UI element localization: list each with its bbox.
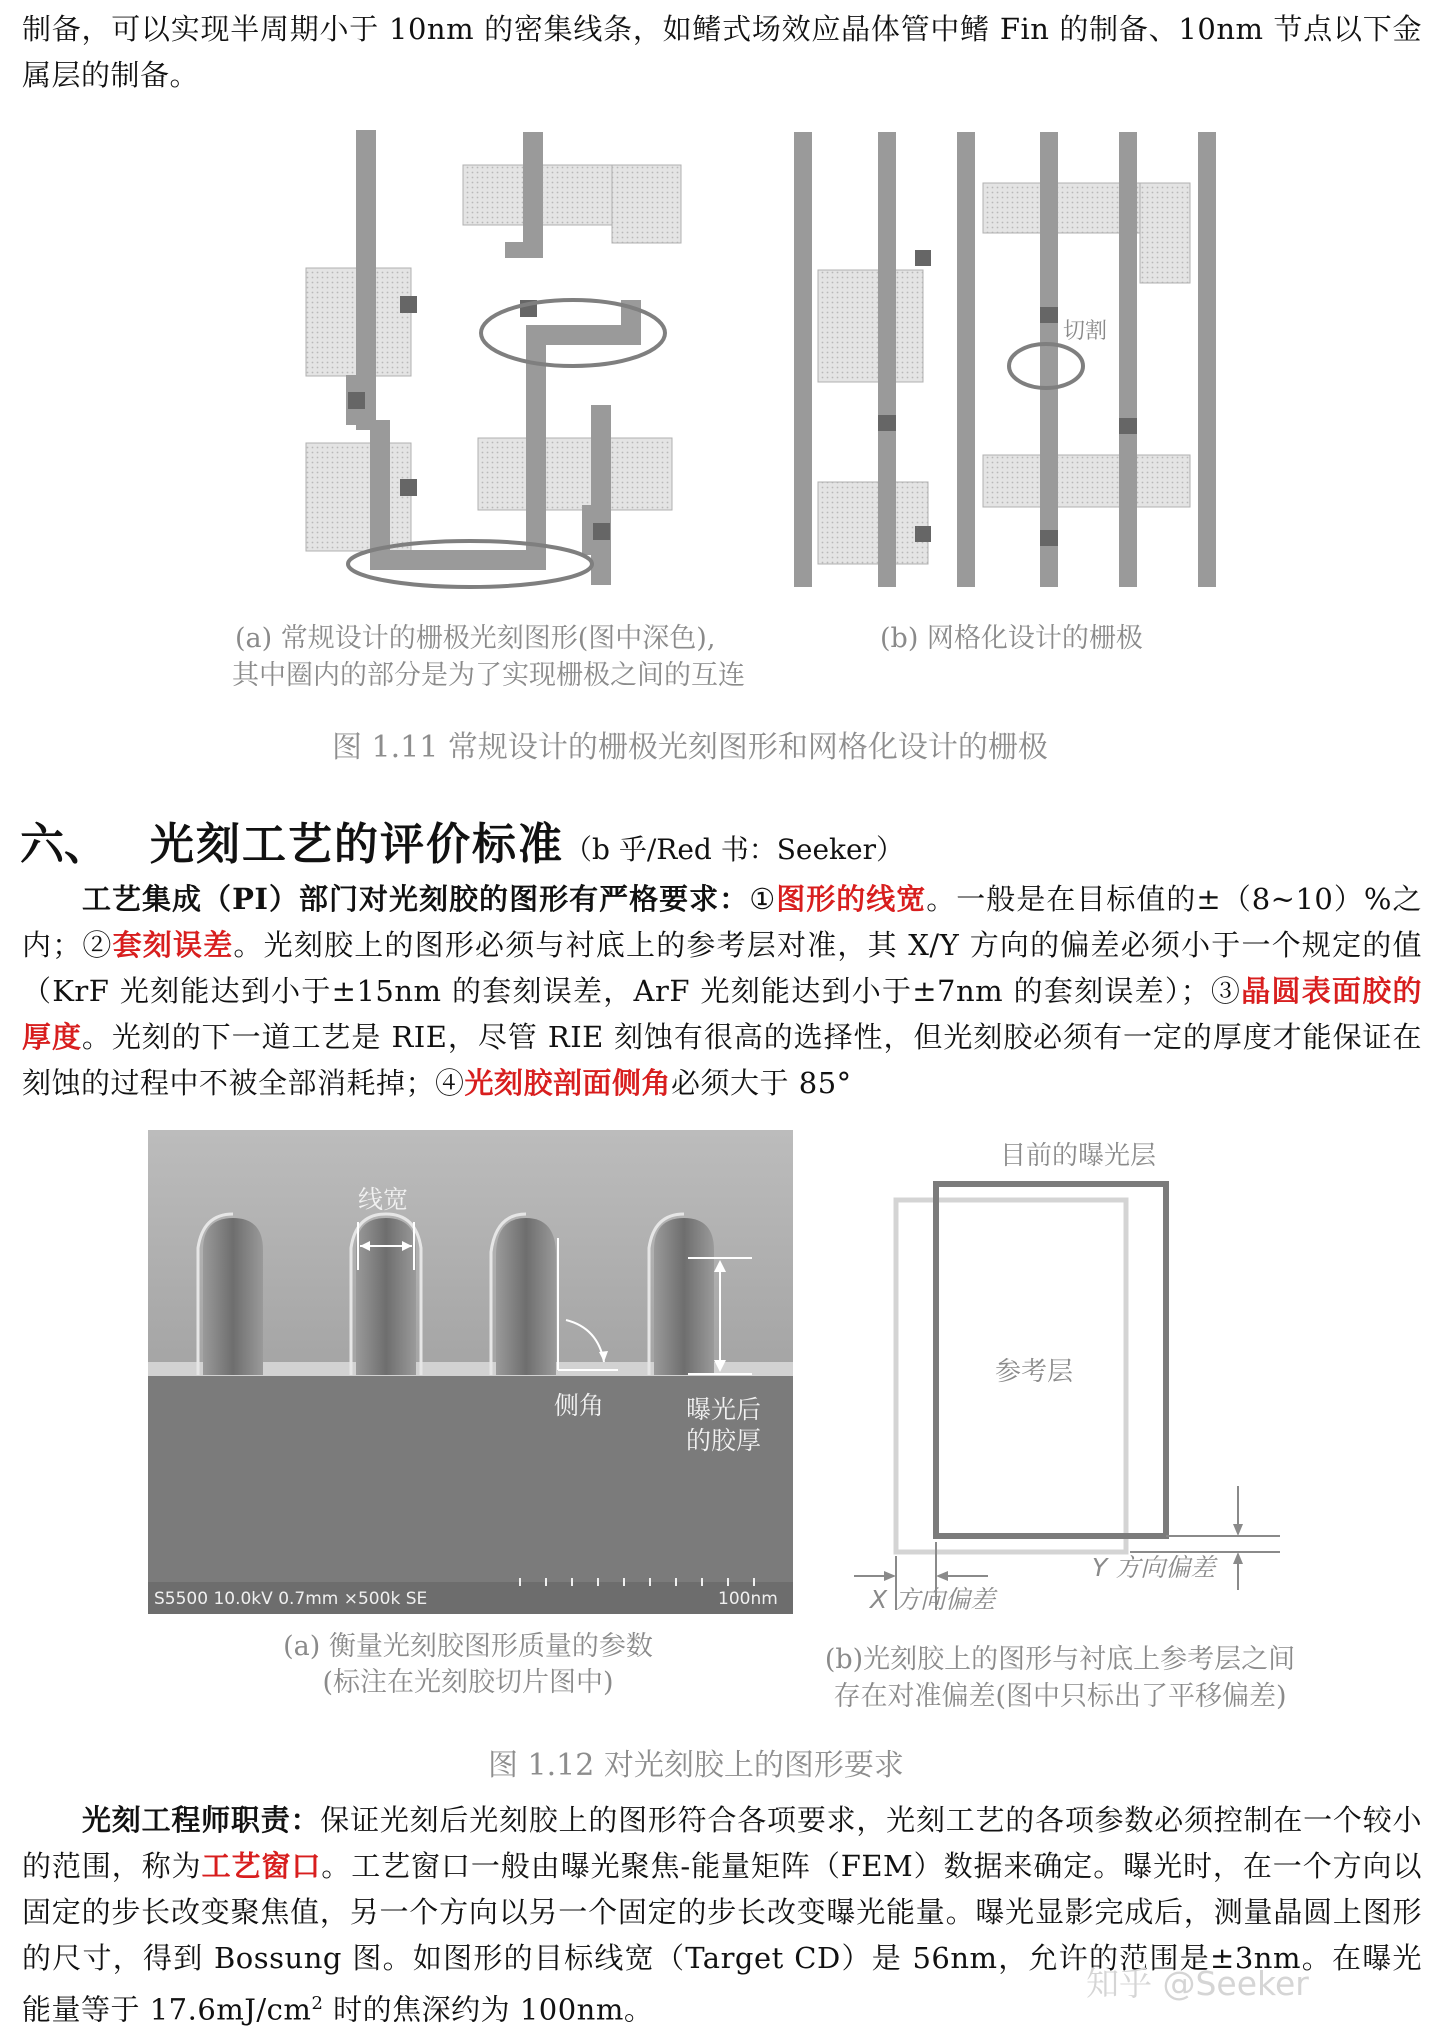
highlight-process-window: 工艺窗口 [201,1849,322,1883]
figure-1-12b-overlay-diagram [840,1140,1290,1610]
reference-layer-label: 参考层 [995,1357,1074,1387]
pi-text-2: 。光刻胶上的图形必须与衬底上的参考层对准，其 X/Y 方向的偏差必须小于一个规定的值（KrF 光刻能达到小于±15nm 的套刻误差，ArF 光刻能达到小于±7nm 的套刻误差）；③ [22,928,1422,1008]
figure-1-11b-gridded-gates [794,132,1216,587]
pi-text-3: 。光刻的下一道工艺是 RIE，尽管 RIE 刻蚀有很高的选择性，但光刻胶必须有一定的厚度才能保证在刻蚀的过程中不被全部消耗掉；④ [22,1020,1422,1100]
cut-label: 切割 [1063,319,1108,344]
figure-1-12a-caption-line1: (a) 衡量光刻胶图形质量的参数 [283,1631,653,1662]
figure-1-11a-caption-line2: 其中圈内的部分是为了实现栅极之间的互连 [232,660,745,691]
pi-marker-1: ① [749,882,777,916]
figure-1-12a-sem-image [148,1130,793,1614]
section-tag: （b 乎/Red 书：Seeker） [564,833,904,866]
pi-requirements-paragraph [22,876,1422,1106]
highlight-linewidth: 图形的线宽 [776,882,927,916]
engineer-lead: 光刻工程师职责： [82,1803,321,1837]
engineer-text-3: 时的焦深约为 100nm。 [323,1992,654,2027]
sem-thickness-label-2: 的胶厚 [686,1426,762,1455]
figure-1-11 [0,120,1440,620]
highlight-overlay-error: 套刻误差 [112,928,234,962]
unit-superscript: 2 [311,1993,324,2014]
x-offset-label: X 方向偏差 [870,1585,996,1610]
watermark: 知乎 @Seeker [1086,1964,1309,2003]
pi-text-4: 必须大于 85° [671,1066,852,1100]
section-heading [20,808,904,872]
figure-1-12b-caption-line2: 存在对准偏差(图中只标出了平移偏差) [833,1681,1287,1712]
sem-scale-label: 100nm [718,1589,778,1609]
pi-text-1: 。一般是在目标值的±（8~10）%之内；② [22,882,1422,962]
highlight-resist-thickness: 晶圆表面胶的厚度 [22,974,1422,1054]
figure-1-11a-gate-pattern [306,130,681,587]
engineer-text-1: 保证光刻后光刻胶上的图形符合各项要求，光刻工艺的各项参数必须控制在一个较小的范围，称为 [22,1803,1422,1883]
engineer-text-2: 。工艺窗口一般由曝光聚焦-能量矩阵（FEM）数据来确定。曝光时，在一个方向以固定的步长改变聚焦值，另一个方向以另一个固定的步长改变曝光能量。曝光显影完成后，测量晶圆上图形的尺寸，得到 Bossung 图。如图形的目标线宽（Target CD）是 56nm，允许的范围是±3nm。在曝光能量等于 17.6mJ/cm [22,1849,1422,2027]
figure-1-11b-caption: (b) 网格化设计的栅极 [880,623,1143,654]
current-layer-label: 目前的曝光层 [1000,1141,1157,1171]
sem-linewidth-label: 线宽 [358,1185,409,1214]
sem-info: S5500 10.0kV 0.7mm ×500k SE [154,1589,428,1609]
sem-thickness-label-1: 曝光后 [686,1395,762,1424]
figure-1-12-title: 图 1.12 对光刻胶上的图形要求 [488,1748,904,1783]
figure-1-11-title: 图 1.11 常规设计的栅极光刻图形和网格化设计的栅极 [332,730,1048,765]
intro-paragraph: 制备，可以实现半周期小于 10nm 的密集线条，如鳍式场效应晶体管中鳍 Fin 的制备、10nm 节点以下金属层的制备。 [22,12,1422,92]
highlight-sidewall-angle: 光刻胶剖面侧角 [464,1066,672,1100]
section-title: 光刻工艺的评价标准 [150,819,564,870]
y-offset-label: Y 方向偏差 [1092,1553,1216,1582]
sem-sidewall-label: 侧角 [554,1391,605,1420]
figure-1-12a-caption-line2: (标注在光刻胶切片图中) [322,1667,614,1698]
section-number: 六、 [20,819,108,870]
pi-lead: 工艺集成（PI）部门对光刻胶的图形有严格要求： [82,882,750,916]
figure-1-12b-caption-line1: (b)光刻胶上的图形与衬底上参考层之间 [824,1644,1296,1675]
figure-1-11a-caption-line1: (a) 常规设计的栅极光刻图形(图中深色), [235,623,716,654]
